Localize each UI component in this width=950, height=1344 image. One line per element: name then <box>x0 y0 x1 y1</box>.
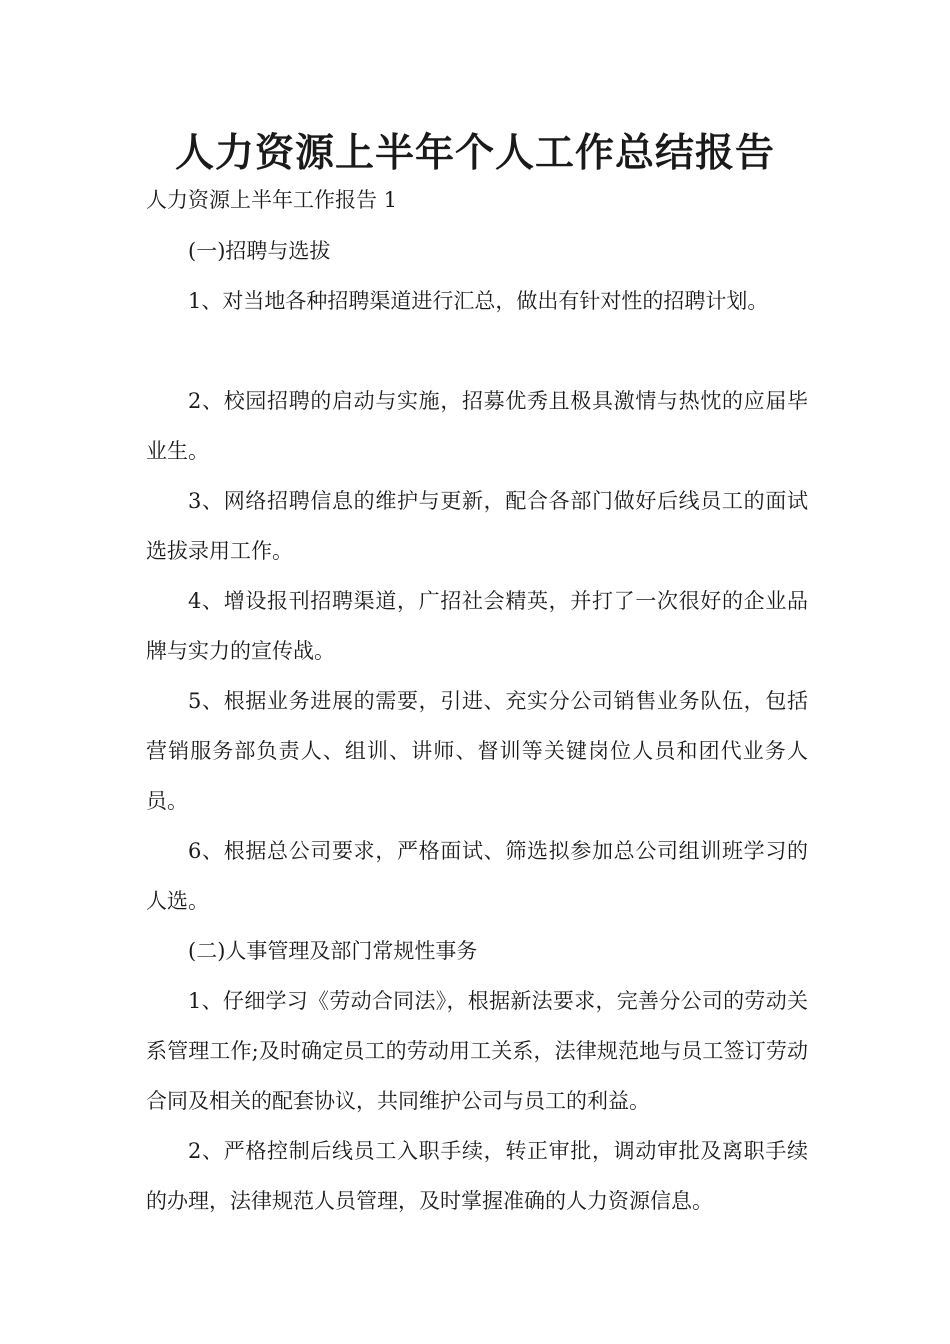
document-subtitle: 人力资源上半年工作报告 1 <box>146 188 398 212</box>
paragraph-item: 3、网络招聘信息的维护与更新，配合各部门做好后线员工的面试选拔录用工作。 <box>146 489 808 563</box>
paragraph-item: 1、仔细学习《劳动合同法》，根据新法要求，完善分公司的劳动关系管理工作;及时确定员工的劳动用工关系，法律规范地与员工签订劳动合同及相关的配套协议，共同维护公司与员工的利益。 <box>146 989 808 1113</box>
paragraph-item: 2、校园招聘的启动与实施，招募优秀且极具激情与热忱的应届毕业生。 <box>146 389 808 463</box>
paragraph-item: 5、根据业务进展的需要，引进、充实分公司销售业务队伍，包括营销服务部负责人、组训、讲师、督训等关键岗位人员和团代业务人员。 <box>146 689 808 813</box>
document-title: 人力资源上半年个人工作总结报告 <box>174 131 775 176</box>
section-heading-personnel: (二)人事管理及部门常规性事务 <box>188 939 478 963</box>
section-heading-recruitment: (一)招聘与选拔 <box>188 239 331 263</box>
paragraph-item: 2、严格控制后线员工入职手续，转正审批，调动审批及离职手续的办理，法律规范人员管理，及时掌握准确的人力资源信息。 <box>146 1139 808 1213</box>
paragraph-item: 1、对当地各种招聘渠道进行汇总，做出有针对性的招聘计划。 <box>188 289 769 313</box>
paragraph-item: 6、根据总公司要求，严格面试、筛选拟参加总公司组训班学习的人选。 <box>146 839 808 913</box>
paragraph-item: 4、增设报刊招聘渠道，广招社会精英，并打了一次很好的企业品牌与实力的宣传战。 <box>146 589 808 663</box>
